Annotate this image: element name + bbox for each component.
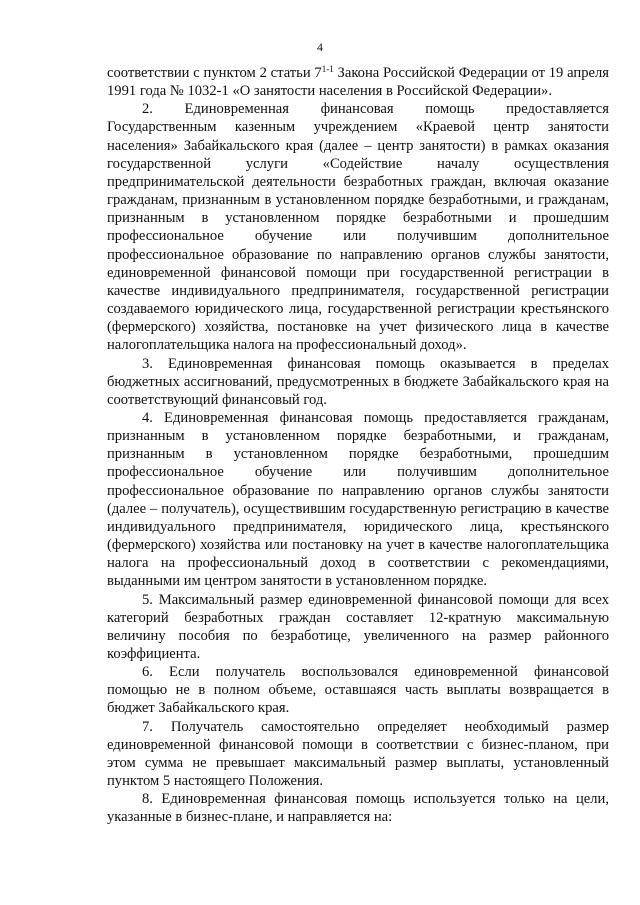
paragraph-7: 7. Получатель самостоятельно определяет необходимый размер единовременной финансовой помощи в соответствии с бизнес-планом, при этом сумма не превышает максимальный размер выплаты, установленный пунктом 5 настоящего Положения. bbox=[107, 718, 609, 790]
paragraph-text: соответствии с пунктом 2 статьи 7 bbox=[107, 65, 322, 81]
paragraph-text: Закона Российской Федерации от 19 апреля 1991 года № 1032-1 «О занятости населения в Российской Федерации». bbox=[107, 65, 609, 100]
document-body bbox=[107, 64, 609, 827]
superscript: 1-1 bbox=[321, 64, 334, 74]
paragraph-6: 6. Если получатель воспользовался единовременной финансовой помощью не в полном объеме, оставшаяся часть выплаты возвращается в бюджет Забайкальского края. bbox=[107, 664, 609, 717]
paragraph-1-continuation bbox=[107, 64, 609, 100]
paragraph-4: 4. Единовременная финансовая помощь предоставляется гражданам, признанным в установленном порядке безработными, и гражданам, признанным в установленном порядке безработными, прошедшим профессиональное обучение или получившим дополнительное профессиональное образование по направлению органов службы занятости (далее – получатель), осуществившим государственную регистрацию в качестве индивидуального предпринимателя, юридического лица, крестьянского (фермерского) хозяйства или постановку на учет в качестве налогоплательщика налога на профессиональный доход в соответствии с рекомендациями, выданными им центром занятости в установленном порядке. bbox=[107, 409, 609, 590]
paragraph-2: 2. Единовременная финансовая помощь предоставляется Государственным казенным учреждением «Краевой центр занятости населения» Забайкальского края (далее – центр занятости) в рамках оказания государственной услуги «Содействие началу осуществления предпринимательской деятельности безработных граждан, включая оказание гражданам, признанным в установленном порядке безработными, и гражданам, признанным в установленном порядке безработными и прошедшим профессиональное обучение или получившим дополнительное профессиональное образование по направлению органов службы занятости, единовременной финансовой помощи при государственной регистрации в качестве индивидуального предпринимателя, государственной регистрации создаваемого юридического лица, государственной регистрации крестьянского (фермерского) хозяйства, постановке на учет физического лица в качестве налогоплательщика налога на профессиональный доход». bbox=[107, 101, 609, 354]
paragraph-5: 5. Максимальный размер единовременной финансовой помощи для всех категорий безработных граждан составляет 12-кратную максимальную величину пособия по безработице, увеличенного на размер районного коэффициента. bbox=[107, 591, 609, 662]
paragraph-3: 3. Единовременная финансовая помощь оказывается в пределах бюджетных ассигнований, предусмотренных в бюджете Забайкальского края на соответствующий финансовый год. bbox=[107, 355, 609, 408]
paragraph-8: 8. Единовременная финансовая помощь используется только на цели, указанные в бизнес-плане, и направляется на: bbox=[107, 791, 609, 826]
page-number: 4 bbox=[317, 40, 323, 54]
